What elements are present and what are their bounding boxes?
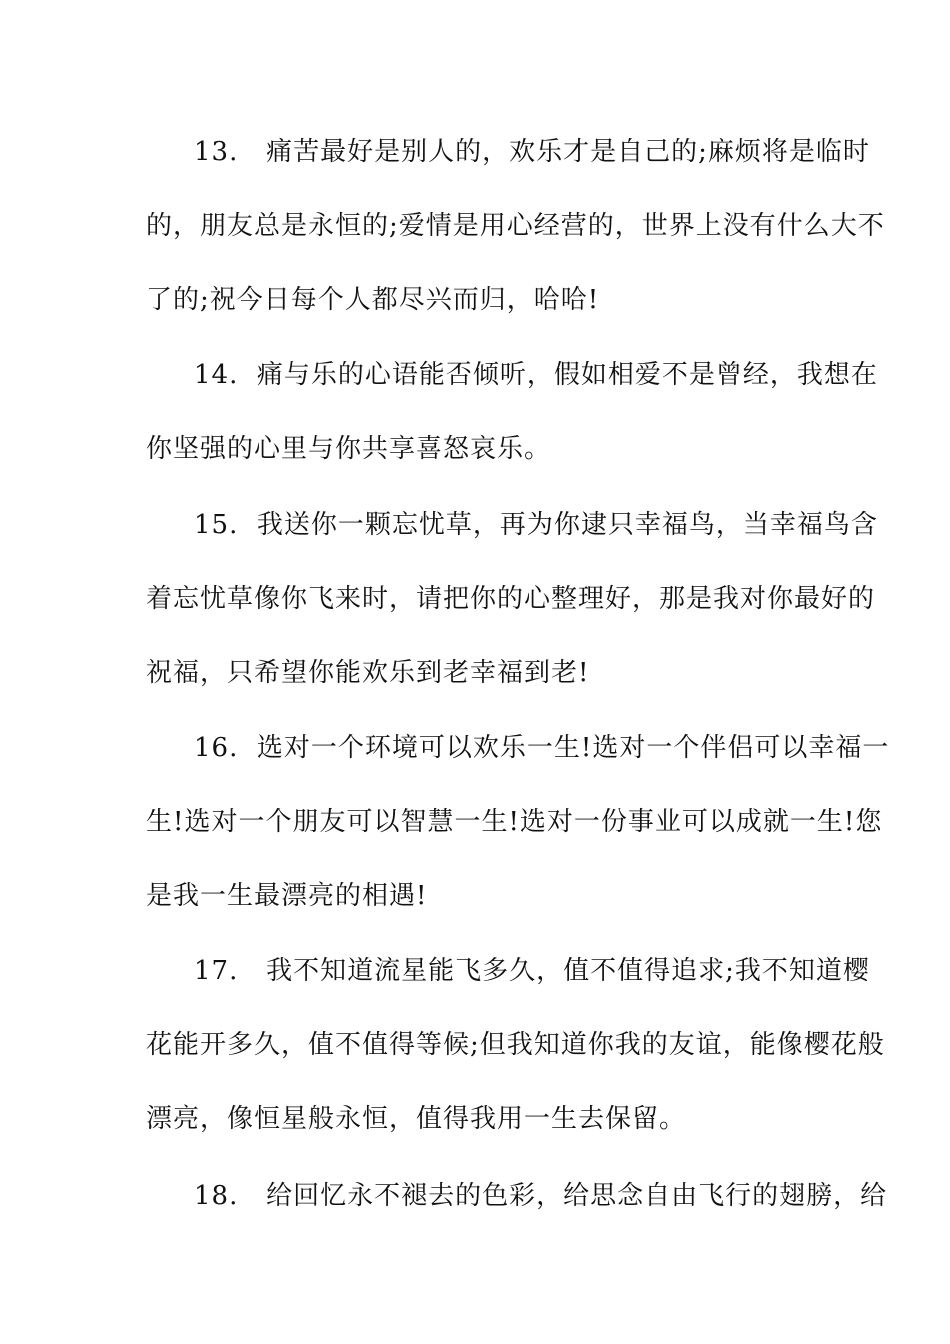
text-line: 是我一生最漂亮的相遇!	[146, 881, 428, 911]
text-line: 花能开多久，值不值得等候;但我知道你我的友谊，能像樱花般	[146, 1030, 885, 1060]
text-line: 漂亮，像恒星般永恒，值得我用一生去保留。	[146, 1104, 687, 1134]
text-line: 了的;祝今日每个人都尽兴而归，哈哈!	[146, 285, 600, 315]
text-line: 的，朋友总是永恒的;爱情是用心经营的，世界上没有什么大不	[146, 211, 885, 241]
text-line: 18. 给回忆永不褪去的色彩，给思念自由飞行的翅膀，给	[194, 1181, 888, 1211]
text-line: 生!选对一个朋友可以智慧一生!选对一份事业可以成就一生!您	[146, 807, 883, 837]
text-line: 14. 痛与乐的心语能否倾听，假如相爱不是曾经，我想在	[194, 360, 878, 390]
text-line: 着忘忧草像你飞来时，请把你的心整理好，那是我对你最好的	[146, 584, 876, 614]
text-line: 13. 痛苦最好是别人的，欢乐才是自己的;麻烦将是临时	[194, 137, 870, 167]
text-line: 17. 我不知道流星能飞多久，值不值得追求;我不知道樱	[194, 956, 870, 986]
text-line: 你坚强的心里与你共享喜怒哀乐。	[146, 434, 552, 464]
text-line: 16. 选对一个环境可以欢乐一生!选对一个伴侣可以幸福一	[194, 733, 890, 763]
text-line: 15. 我送你一颗忘忧草，再为你逮只幸福鸟，当幸福鸟含	[194, 510, 878, 540]
text-line: 祝福，只希望你能欢乐到老幸福到老!	[146, 658, 590, 688]
